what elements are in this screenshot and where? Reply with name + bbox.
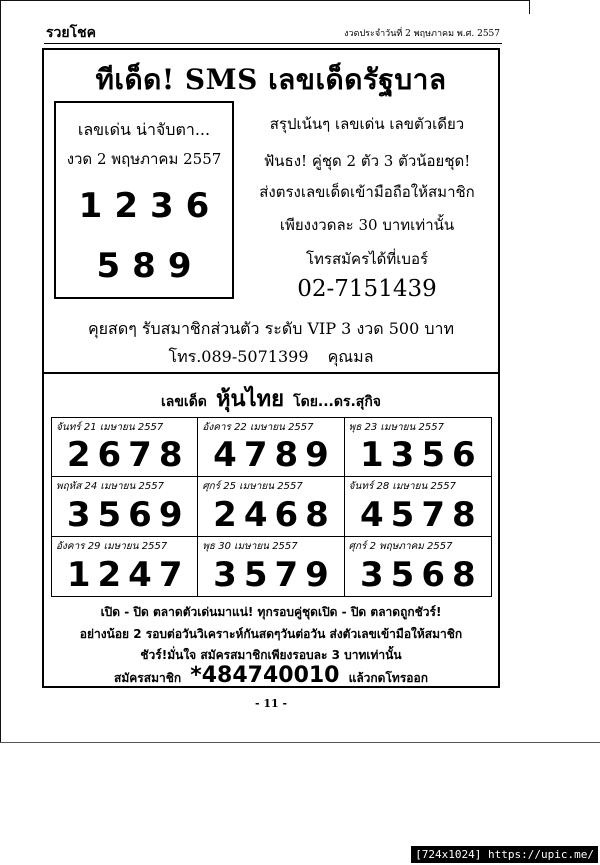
section-prefix: เลขเด็ด (160, 394, 207, 410)
footer-line: ชัวร์!มั่นใจ สมัครสมาชิกเพียงรอบละ 3 บาทเท่านั้น (140, 648, 402, 662)
result-number: 1247 (66, 554, 190, 595)
result-number: 4578 (360, 494, 483, 535)
scan-edge (0, 0, 530, 1)
footer-line: อย่างน้อย 2 รอบต่อวันวิเคราะห์กันสดๆวันต่อวัน ส่งตัวเลขเข้ามือให้สมาชิก (79, 627, 463, 641)
result-cell (198, 477, 344, 536)
result-cell (345, 477, 491, 536)
section-author: โดย...ดร.สุกิจ (293, 394, 382, 410)
result-date: พุธ 30 เมษายน 2557 (202, 540, 298, 552)
result-date: อังคาร 22 เมษายน 2557 (202, 422, 314, 433)
page-number: - 11 - (254, 697, 288, 710)
highlight-numbers-row2: 589 (96, 246, 204, 286)
ad-title: ทีเด็ด! SMS เลขเด็ดรัฐบาล (95, 63, 447, 96)
ad-line: โทรสมัครได้ที่เบอร์ (305, 250, 429, 268)
vip-offer: คุยสดๆ รับสมาชิกส่วนตัว ระดับ VIP 3 งวด 500 บาท (87, 319, 455, 338)
result-date: จันทร์ 21 เมษายน 2557 (56, 422, 164, 433)
result-number: 3579 (213, 554, 336, 595)
issue-date: งวดประจำวันที่ 2 พฤษภาคม พ.ศ. 2557 (344, 29, 500, 39)
signup-line (42, 663, 500, 688)
section-heading (42, 381, 500, 416)
result-date: ศุกร์ 2 พฤษภาคม 2557 (348, 540, 453, 552)
signup-code: *484740010 (190, 663, 340, 688)
ad-line: ฟันธง! คู่ชุด 2 ตัว 3 ตัวน้อยชุด! (263, 152, 471, 170)
result-cell (198, 537, 344, 596)
vip-contact: โทร.089-5071399 คุณมล (168, 347, 374, 366)
highlight-numbers-row1: 1236 (78, 186, 222, 226)
result-number: 4789 (213, 435, 336, 476)
signup-phone: 02-7151439 (297, 276, 437, 302)
footer-line: เปิด - ปิด ตลาดตัวเด่นมาแน่! ทุกรอบคู่ชุดเปิด - ปิด ตลาดถูกชัวร์! (100, 605, 442, 619)
result-cell (52, 477, 198, 536)
result-date: ศุกร์ 25 เมษายน 2557 (202, 481, 303, 493)
signup-suffix: แล้วกดโทรออก (348, 671, 428, 685)
result-date: อังคาร 29 เมษายน 2557 (56, 540, 168, 552)
section-name: หุ้นไทย (215, 387, 284, 412)
result-number: 3569 (66, 494, 190, 535)
scan-edge (0, 0, 1, 742)
result-cell (52, 537, 198, 596)
result-cell (345, 537, 491, 596)
signup-label: สมัครสมาชิก (114, 671, 182, 685)
result-date: พฤหัส 24 เมษายน 2557 (56, 481, 164, 493)
result-cell (198, 418, 344, 477)
section-divider (44, 372, 498, 374)
highlight-draw-date: งวด 2 พฤษภาคม 2557 (66, 150, 222, 168)
result-cell (345, 418, 491, 477)
header-rule (44, 43, 502, 44)
result-number: 2678 (66, 435, 190, 476)
ad-line: เพียงงวดละ 30 บาทเท่านั้น (279, 216, 455, 234)
scan-edge (0, 742, 600, 743)
result-number: 1356 (360, 435, 483, 476)
magazine-name: รวยโชค (46, 25, 96, 41)
result-date: พุธ 23 เมษายน 2557 (348, 422, 444, 433)
watermark: [724x1024] https://upic.me/ (411, 846, 598, 863)
result-number: 3568 (360, 554, 483, 595)
result-cell (52, 418, 198, 477)
ad-line: สรุปเน้นๆ เลขเด่น เลขตัวเดียว (269, 115, 465, 133)
scan-edge (529, 0, 530, 14)
highlight-title: เลขเด่น น่าจับตา... (77, 120, 211, 139)
results-grid (51, 417, 492, 597)
result-number: 2468 (213, 494, 336, 535)
ad-line: ส่งตรงเลขเด็ดเข้ามือถือให้สมาชิก (259, 183, 475, 201)
result-date: จันทร์ 28 เมษายน 2557 (348, 481, 456, 493)
